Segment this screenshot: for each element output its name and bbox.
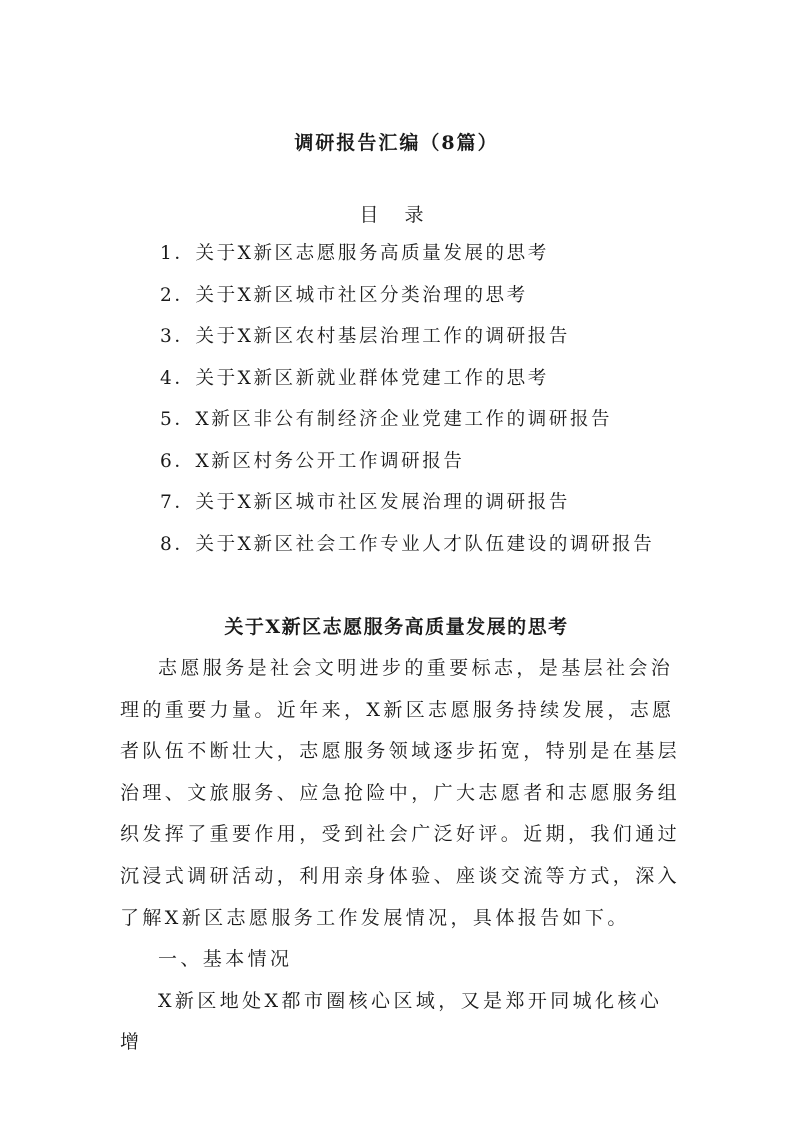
toc-item[interactable]: 6．X新区村务公开工作调研报告: [160, 450, 465, 472]
toc-item[interactable]: 8．关于X新区社会工作专业人才队伍建设的调研报告: [160, 533, 655, 555]
toc-item[interactable]: 4．关于X新区新就业群体党建工作的思考: [160, 367, 549, 389]
toc-item[interactable]: 1．关于X新区志愿服务高质量发展的思考: [160, 243, 549, 264]
toc-item[interactable]: 5．X新区非公有制经济企业党建工作的调研报告: [160, 409, 613, 430]
document-title: 调研报告汇编（8篇）: [294, 132, 499, 154]
section-body: [120, 648, 680, 1064]
body-paragraph: X新区地处X都市圈核心区域，又是郑开同城化核心增: [120, 989, 663, 1054]
toc-item[interactable]: 3．关于X新区农村基层治理工作的调研报告: [160, 326, 570, 347]
section-title: 关于X新区志愿服务高质量发展的思考: [224, 616, 569, 638]
toc-heading: 目 录: [359, 204, 434, 226]
body-paragraph: 志愿服务是社会文明进步的重要标志，是基层社会治理的重要力量。近年来，X新区志愿服务持续发展，志愿者队伍不断壮大，志愿服务领域逐步拓宽，特别是在基层治理、文旅服务、应急抢险中，广大志愿者和志愿服务组织发挥了重要作用，受到社会广泛好评。近期，我们通过沉浸式调研活动，利用亲身体验、座谈交流等方式，深入了解X新区志愿服务工作发展情况，具体报告如下。: [120, 657, 681, 929]
toc-item[interactable]: 7．关于X新区城市社区发展治理的调研报告: [160, 492, 570, 513]
toc-item[interactable]: 2．关于X新区城市社区分类治理的思考: [160, 284, 528, 306]
subheading: 一、基本情况: [158, 948, 293, 971]
table-of-contents: [160, 240, 654, 572]
